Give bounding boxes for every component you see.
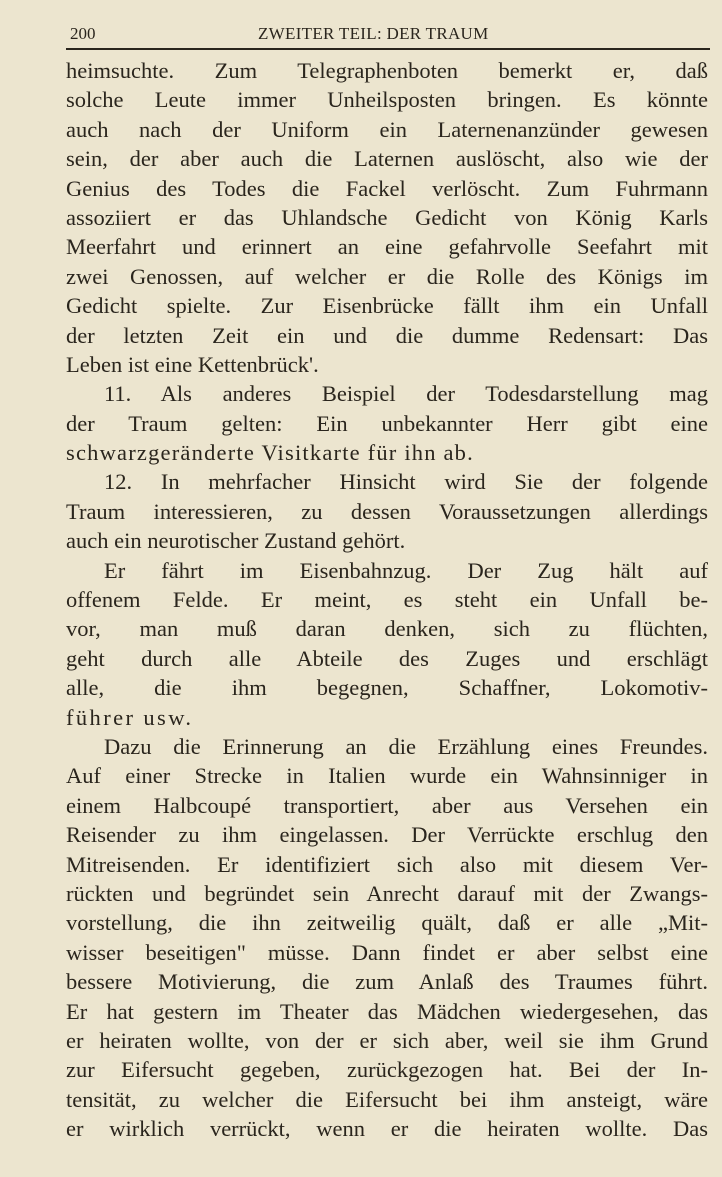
text-line: Auf einer Strecke in Italien wurde ein Wahnsinniger in [66, 763, 708, 789]
text-line: zwei Genossen, auf welcher er die Rolle des Königs im [66, 263, 708, 289]
text-line: Leben ist eine Kettenbrück'. [66, 351, 319, 377]
page-header [70, 22, 710, 46]
dream-text-line: offenem Felde. Er meint, es steht ein Unfall be- [66, 587, 708, 613]
header-rule [66, 48, 710, 50]
text-line: Traum interessieren, zu dessen Voraussetzungen allerdings [66, 498, 708, 524]
text-line: der letzten Zeit ein und die dumme Redensart: Das [66, 322, 708, 348]
text-line: Reisender zu ihm eingelassen. Der Verrückte erschlug den [66, 822, 708, 848]
dream-text-line: alle, die ihm begegnen, Schaffner, Lokomotiv- [66, 675, 708, 701]
text-line: wisser beseitigen" müsse. Dann findet er aber selbst eine [66, 939, 708, 965]
paragraph-12-start: 12. In mehrfacher Hinsicht wird Sie der folgende [104, 469, 708, 495]
text-line: auch ein neurotischer Zustand gehört. [66, 528, 406, 554]
running-title: ZWEITER TEIL: DER TRAUM [258, 24, 489, 43]
text-line: er heiraten wollte, von der er sich aber, weil sie ihm Grund [66, 1027, 708, 1053]
text-line: er wirklich verrückt, wenn er die heiraten wollte. Das [66, 1116, 708, 1142]
dream-text-start: Er fährt im Eisenbahnzug. Der Zug hält auf [104, 557, 708, 583]
body-text [66, 56, 708, 1143]
text-line: der Traum gelten: Ein unbekannter Herr gibt eine [66, 410, 708, 436]
dream-text-line: geht durch alle Abteile des Zuges und erschlägt [66, 645, 708, 671]
text-line: vorstellung, die ihn zeitweilig quält, daß er alle „Mit- [66, 910, 708, 936]
text-line: heimsuchte. Zum Telegraphenboten bemerkt er, daß [66, 58, 708, 83]
text-line: Meerfahrt und erinnert an eine gefahrvolle Seefahrt mit [66, 234, 708, 260]
dream-text-line: vor, man muß daran denken, sich zu flüchten, [66, 616, 708, 642]
page-number: 200 [70, 24, 96, 43]
text-line: assoziiert er das Uhlandsche Gedicht von König Karls [66, 204, 708, 230]
text-line: tensität, zu welcher die Eifersucht bei ihm ansteigt, wäre [66, 1086, 708, 1112]
text-line: schwarzgeränderte Visitkarte für ihn ab. [66, 440, 474, 466]
text-line: Gedicht spielte. Zur Eisenbrücke fällt ihm ein Unfall [66, 293, 708, 319]
text-line: Er hat gestern im Theater das Mädchen wiedergesehen, das [66, 998, 708, 1024]
text-line: zur Eifersucht gegeben, zurückgezogen hat. Bei der In- [66, 1057, 708, 1083]
text-line: bessere Motivierung, die zum Anlaß des Traumes führt. [66, 969, 708, 995]
dream-text-line: führer usw. [66, 704, 194, 730]
text-line: einem Halbcoupé transportiert, aber aus Versehen ein [66, 792, 708, 818]
text-line: auch nach der Uniform ein Laternenanzünder gewesen [66, 116, 708, 142]
text-line: Mitreisenden. Er identifiziert sich also mit diesem Ver- [66, 851, 708, 877]
text-line: Genius des Todes die Fackel verlöscht. Zum Fuhrmann [66, 175, 708, 201]
text-line: solche Leute immer Unheilsposten bringen. Es könnte [66, 87, 708, 113]
paragraph-11-start: 11. Als anderes Beispiel der Todesdarstellung mag [104, 381, 708, 407]
paragraph-start: Dazu die Erinnerung an die Erzählung eines Freundes. [104, 733, 708, 759]
text-line: rückten und begründet sein Anrecht darauf mit der Zwangs- [66, 880, 708, 906]
text-line: sein, der aber auch die Laternen auslöscht, also wie der [66, 146, 708, 172]
